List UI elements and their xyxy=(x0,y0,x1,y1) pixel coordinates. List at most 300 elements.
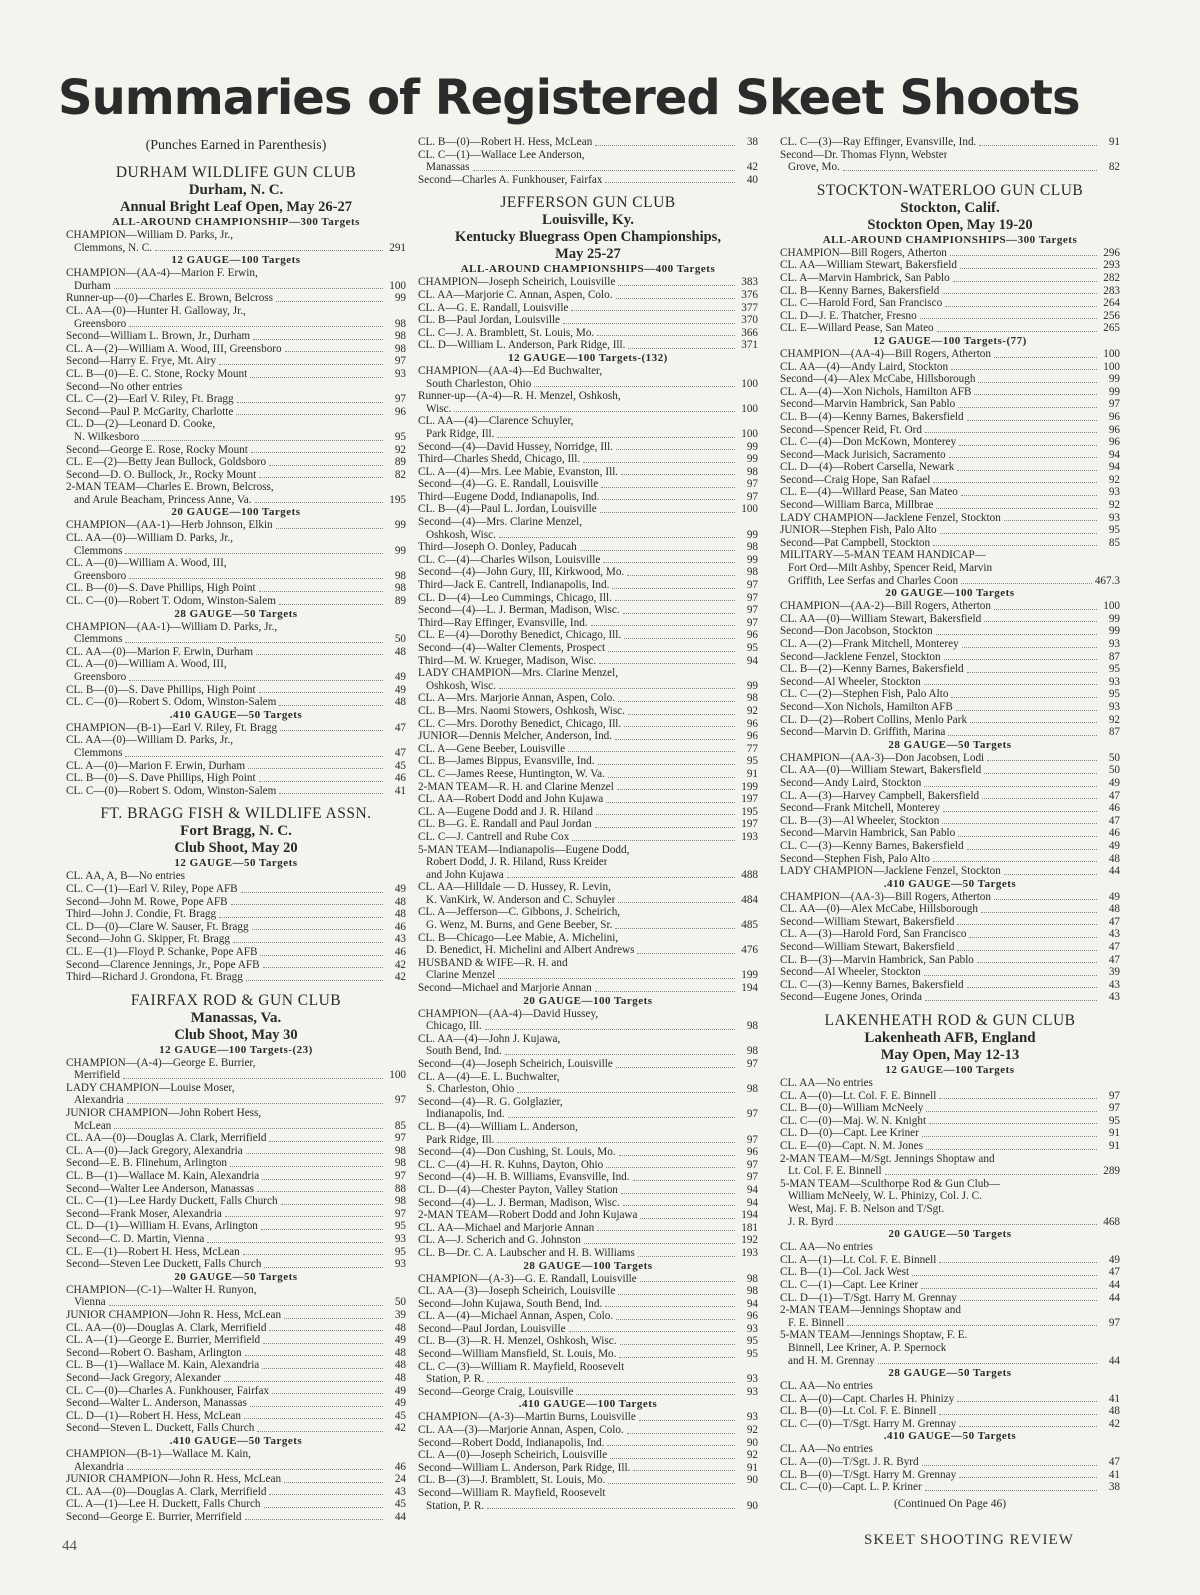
score: 89 xyxy=(394,456,406,469)
score: 77 xyxy=(746,742,758,755)
score: 49 xyxy=(394,1334,406,1347)
score: 93 xyxy=(746,1385,758,1398)
dot-leader xyxy=(245,1355,383,1356)
dot-leader xyxy=(979,145,1097,146)
club-name: STOCKTON-WATERLOO GUN CLUB xyxy=(816,181,1084,199)
dot-leader xyxy=(612,588,735,589)
score: 98 xyxy=(746,1045,758,1058)
dot-leader xyxy=(1004,520,1097,521)
dot-leader xyxy=(616,298,735,299)
score: 93 xyxy=(1108,700,1120,713)
score: 97 xyxy=(746,490,758,503)
result-text: Second—Pat Campbell, Stockton xyxy=(780,536,931,549)
result-text: Second—Marvin Hambrick, San Pablo xyxy=(780,827,956,840)
result-text: CL. AA—(0)—William D. Parks, Jr., xyxy=(66,734,234,747)
result-line xyxy=(780,600,1120,613)
dot-leader xyxy=(984,773,1097,774)
result-text: CL. C—J. Cantrell and Rube Cox xyxy=(418,830,570,843)
result-line xyxy=(780,1418,1120,1431)
score: 91 xyxy=(746,767,758,780)
result-text: CL. D—(4)—Chester Payton, Valley Station xyxy=(418,1183,618,1196)
result-line xyxy=(780,954,1120,967)
score: 92 xyxy=(746,704,758,717)
dot-leader xyxy=(583,462,735,463)
score: 48 xyxy=(1108,1405,1120,1418)
score: 95 xyxy=(1108,1114,1120,1127)
result-line xyxy=(418,629,758,642)
dot-leader xyxy=(843,170,1097,171)
dot-leader xyxy=(264,1267,383,1268)
result-line xyxy=(418,478,758,491)
dot-leader xyxy=(499,537,735,538)
score: 293 xyxy=(1103,259,1120,272)
result-text: Second—Steven Lee Duckett, Falls Church xyxy=(66,1258,262,1271)
result-line xyxy=(66,1107,406,1120)
result-text: CL. D—(1)—William H. Evans, Arlington xyxy=(66,1220,258,1233)
score: 47 xyxy=(394,721,406,734)
result-text: Second—(4)—David Hussey, Norridge, Ill. xyxy=(418,440,614,453)
score: 96 xyxy=(746,730,758,743)
dot-leader xyxy=(949,457,1097,458)
result-text: J. R. Byrd xyxy=(788,1215,834,1228)
club-name: FAIRFAX ROD & GUN CLUB xyxy=(130,991,342,1009)
column-2 xyxy=(418,136,758,1512)
result-text: Second—C. D. Martin, Vienna xyxy=(66,1233,205,1245)
score: 100 xyxy=(1103,600,1120,613)
dot-leader xyxy=(616,449,735,450)
result-text: Alexandria xyxy=(74,1094,124,1107)
result-text: Fort Ord—Milt Ashby, Spencer Reid, Marvin xyxy=(788,562,993,575)
result-line xyxy=(66,481,406,494)
result-line xyxy=(780,991,1120,1004)
event-title: Club Shoot, May 20 xyxy=(174,840,298,857)
dot-leader xyxy=(269,1330,383,1331)
result-line xyxy=(418,365,758,378)
dot-leader xyxy=(255,502,383,503)
score: 44 xyxy=(394,1510,406,1523)
result-line xyxy=(780,853,1120,866)
score: 98 xyxy=(746,566,758,579)
result-text: Second—Spencer Reid, Ft. Ord xyxy=(780,423,922,436)
result-line xyxy=(418,466,758,479)
dot-leader xyxy=(937,331,1097,332)
result-line xyxy=(780,790,1120,803)
score: 93 xyxy=(394,367,406,380)
event-title: Stockton Open, May 19-20 xyxy=(867,216,1033,233)
result-text: Second—Frank Moser, Alexandria xyxy=(66,1207,222,1220)
result-line xyxy=(418,919,758,932)
result-text: CL. AA—(0)—William D. Parks, Jr., xyxy=(66,532,234,545)
result-line xyxy=(780,1140,1120,1153)
result-line xyxy=(418,1234,758,1247)
result-text: CL. B—Chicago—Lee Mabie, A. Michelini, xyxy=(418,931,619,944)
result-text: Third—Joseph O. Donley, Paducah xyxy=(418,541,577,554)
score: 282 xyxy=(1103,271,1120,284)
dot-leader xyxy=(257,1431,383,1432)
result-text: CL. D—(0)—Capt. Lee Kriner xyxy=(780,1127,919,1140)
result-line xyxy=(418,604,758,617)
dot-leader xyxy=(114,1128,383,1129)
gauge-heading: 28 GAUGE—100 Targets xyxy=(523,1259,653,1272)
result-line xyxy=(418,1222,758,1235)
dot-leader xyxy=(219,917,383,918)
result-line xyxy=(780,562,1120,575)
result-line xyxy=(780,1355,1120,1368)
result-text: CL. C—(0)—Robert S. Odom, Winston-Salem xyxy=(66,784,277,797)
dot-leader xyxy=(847,1325,1097,1326)
score: 194 xyxy=(741,1209,758,1222)
gauge-heading: .410 GAUGE—100 Targets xyxy=(518,1398,658,1411)
club-location: Durham, N. C. xyxy=(188,182,284,198)
dot-leader xyxy=(969,937,1097,938)
result-line xyxy=(66,1296,406,1309)
club-name: LAKENHEATH ROD & GUN CLUB xyxy=(824,1012,1076,1030)
score: 48 xyxy=(1108,903,1120,916)
result-text: Second—Xon Nichols, Hamilton AFB xyxy=(780,700,953,713)
result-text: Second—E. B. Flinehum, Arlington xyxy=(66,1157,227,1170)
result-line xyxy=(66,671,406,684)
result-line xyxy=(66,1322,406,1335)
result-text: CL. AA—(3)—Joseph Scheirich, Louisville xyxy=(418,1285,616,1298)
dot-leader xyxy=(982,798,1097,799)
result-text: CL. C—(3)—Kenny Barnes, Bakersfield xyxy=(780,839,964,852)
result-text: CL. A—(0)—Jack Gregory, Alexandria xyxy=(66,1144,243,1157)
result-text: CL. D—(2)—Leonard D. Cooke, xyxy=(66,418,216,431)
result-line xyxy=(418,415,758,428)
dot-leader xyxy=(967,672,1097,673)
result-line xyxy=(66,1372,406,1385)
result-text: CL. A—(4)—Xon Nichols, Hamilton AFB xyxy=(780,385,972,398)
result-text: Second—William Stewart, Bakersfield xyxy=(780,941,955,954)
dot-leader xyxy=(250,377,383,378)
dot-leader xyxy=(958,407,1097,408)
dot-leader xyxy=(576,1394,735,1395)
result-line xyxy=(418,314,758,327)
result-text: CL. B—Mrs. Naomi Stowers, Oshkosh, Wisc. xyxy=(418,704,625,717)
dot-leader xyxy=(633,1180,735,1181)
result-line xyxy=(780,916,1120,929)
result-text: Second—Walter Lee Anderson, Manassas xyxy=(66,1182,254,1195)
result-line xyxy=(780,1165,1120,1178)
score: 40 xyxy=(746,173,758,186)
result-text: CL. D—(2)—Robert Collins, Menlo Park xyxy=(780,713,968,726)
result-text: 2-MAN TEAM—R. H. and Clarine Menzel xyxy=(418,780,614,793)
score: 93 xyxy=(1108,675,1120,688)
dot-leader xyxy=(943,811,1097,812)
result-text: Second—George Craig, Louisville xyxy=(418,1385,574,1398)
result-text: Second—(4)—Mrs. Clarine Menzel, xyxy=(418,516,583,529)
result-line xyxy=(418,1411,758,1424)
score: 85 xyxy=(1108,536,1120,549)
result-line xyxy=(418,1437,758,1450)
result-line xyxy=(418,592,758,605)
score: 92 xyxy=(1108,713,1120,726)
result-line xyxy=(66,330,406,343)
score: 99 xyxy=(746,679,758,692)
result-text: CL. B—(0)—T/Sgt. Harry M. Grennay xyxy=(780,1468,957,1481)
result-text: CHAMPION—(AA-3)—Don Jacobsen, Lodi xyxy=(780,751,985,764)
dot-leader xyxy=(619,1155,735,1156)
dot-leader xyxy=(628,714,735,715)
score: 98 xyxy=(394,569,406,582)
score: 91 xyxy=(1108,136,1120,148)
dot-leader xyxy=(281,1204,383,1205)
result-text: CL. A—(0)—T/Sgt. J. R. Byrd xyxy=(780,1456,919,1469)
score: 97 xyxy=(746,1058,758,1070)
result-text: CL. AA—No entries xyxy=(780,1380,873,1393)
result-line xyxy=(66,456,406,469)
dot-leader xyxy=(610,1458,735,1459)
result-text: CL. B—(1)—Wallace M. Kain, Alexandria xyxy=(66,1359,260,1372)
score: 46 xyxy=(394,945,406,958)
result-text: and John Kujawa xyxy=(426,868,504,881)
dot-leader xyxy=(597,335,735,336)
score: 468 xyxy=(1103,1215,1120,1228)
result-line xyxy=(66,1309,406,1322)
result-text: LADY CHAMPION—Louise Moser, xyxy=(66,1081,235,1094)
score: 41 xyxy=(1108,1392,1120,1405)
result-text: CL. C—(2)—Earl V. Riley, Ft. Bragg xyxy=(66,393,234,406)
dot-leader xyxy=(939,1414,1097,1415)
result-text: Second—(4)—L. J. Berman, Madison, Wisc. xyxy=(418,1196,620,1209)
dot-leader xyxy=(958,836,1097,837)
result-line xyxy=(418,705,758,718)
result-text: Second—Robert O. Basham, Arlington xyxy=(66,1346,242,1359)
result-line xyxy=(66,921,406,934)
dot-leader xyxy=(912,1275,1097,1276)
result-text: CL. B—Paul Jordan, Louisville xyxy=(418,314,561,327)
score: 97 xyxy=(394,1094,406,1107)
score: 97 xyxy=(1108,398,1120,411)
dot-leader xyxy=(959,1477,1097,1478)
dot-leader xyxy=(926,1111,1097,1112)
result-line xyxy=(780,903,1120,916)
result-text: CHAMPION—(AA-1)—William D. Parks, Jr., xyxy=(66,620,278,633)
score: 39 xyxy=(1108,966,1120,979)
result-text: CL. C—(0)—T/Sgt. Harry M. Grennay xyxy=(780,1417,957,1430)
dot-leader xyxy=(959,1426,1097,1427)
gauge-heading: 12 GAUGE—100 Targets-(23) xyxy=(159,1043,313,1056)
result-text: CL. C—(1)—Wallace Lee Anderson, xyxy=(418,148,585,161)
result-text: Second—William Barca, Millbrae xyxy=(780,499,934,512)
score: 47 xyxy=(1108,915,1120,928)
score: 50 xyxy=(1108,764,1120,777)
dot-leader xyxy=(580,550,735,551)
result-line xyxy=(418,149,758,162)
score: 100 xyxy=(741,377,758,390)
result-text: CL. C—J. A. Bramblett, St. Louis, Mo. xyxy=(418,326,595,339)
result-text: CL. AA—(4)—John J. Kujawa, xyxy=(418,1032,561,1045)
result-text: CL. A—Eugene Dodd and J. R. Hiland xyxy=(418,805,593,818)
score: 97 xyxy=(394,1132,406,1145)
result-text: CL. D—(4)—Leo Cummings, Chicago, Ill. xyxy=(418,591,612,604)
result-text: CL. B—(4)—Kenny Barnes, Bakersfield xyxy=(780,410,964,423)
result-text: CL. AA—No entries xyxy=(780,1241,873,1254)
dot-leader xyxy=(959,445,1097,446)
score: 39 xyxy=(394,1308,406,1321)
dot-leader xyxy=(127,1103,383,1104)
result-text: Second—Stephen Fish, Palo Alto xyxy=(780,852,930,865)
dot-leader xyxy=(243,1254,383,1255)
dot-leader xyxy=(936,508,1097,509)
result-line xyxy=(66,570,406,583)
result-text: CL. A—(1)—Lee H. Duckett, Falls Church xyxy=(66,1498,261,1511)
event-title: May Open, May 12-13 xyxy=(880,1047,1020,1064)
result-text: Second—Walter L. Anderson, Manassas xyxy=(66,1397,247,1410)
dot-leader xyxy=(978,382,1097,383)
score: 93 xyxy=(394,1233,406,1245)
result-text: Runner-up—(A-4)—R. H. Menzel, Oshkosh, xyxy=(418,390,621,403)
score: 98 xyxy=(394,582,406,595)
result-text: CL. AA—(0)—William Stewart, Bakersfield xyxy=(780,764,982,777)
score: 46 xyxy=(394,920,406,933)
dot-leader xyxy=(284,1318,383,1319)
result-text: CL. AA—Marjorie C. Annan, Aspen, Colo. xyxy=(418,288,613,301)
dot-leader xyxy=(925,1000,1097,1001)
result-line xyxy=(66,1385,406,1398)
result-text: Second—Marvin Hambrick, San Pablo xyxy=(780,398,956,411)
dot-leader xyxy=(961,583,1092,584)
result-line xyxy=(418,944,758,957)
result-line xyxy=(66,1246,406,1259)
result-text: CL. B—(1)—Wallace M. Kain, Alexandria xyxy=(66,1170,260,1183)
dot-leader xyxy=(970,722,1097,723)
dot-leader xyxy=(621,474,735,475)
result-line xyxy=(780,1127,1120,1140)
event-title: May 25-27 xyxy=(555,246,621,263)
score: 88 xyxy=(394,1182,406,1195)
result-text: 2-MAN TEAM—Jennings Shoptaw and xyxy=(780,1304,961,1317)
column-3 xyxy=(780,136,1120,1511)
result-text: Second—(4)—G. E. Randall, Louisville xyxy=(418,478,599,491)
dot-leader xyxy=(276,528,383,529)
result-text: Chicago, Ill. xyxy=(426,1020,482,1033)
score: 99 xyxy=(1108,612,1120,625)
result-line xyxy=(418,781,758,794)
result-line xyxy=(66,582,406,595)
result-line xyxy=(418,276,758,289)
result-line xyxy=(780,1380,1120,1393)
score: 94 xyxy=(1108,461,1120,474)
result-line xyxy=(66,229,406,242)
result-line xyxy=(780,373,1120,386)
dot-leader xyxy=(957,950,1097,951)
score: 96 xyxy=(746,717,758,730)
result-line xyxy=(66,406,406,419)
dot-leader xyxy=(487,1508,735,1509)
result-text: Runner-up—(0)—Charles E. Brown, Belcross xyxy=(66,292,274,305)
result-text: JUNIOR—Stephen Fish, Palo Alto xyxy=(780,524,937,537)
dot-leader xyxy=(245,1519,384,1520)
result-line xyxy=(418,1500,758,1513)
result-line xyxy=(780,486,1120,499)
result-line xyxy=(418,1197,758,1210)
result-line xyxy=(66,1448,406,1461)
score: 96 xyxy=(746,1146,758,1159)
result-text: Second—Steven L. Duckett, Falls Church xyxy=(66,1422,255,1435)
result-line xyxy=(780,537,1120,550)
result-line xyxy=(780,676,1120,689)
score: 181 xyxy=(741,1221,758,1234)
result-line xyxy=(780,701,1120,714)
result-line xyxy=(780,1304,1120,1317)
score: 370 xyxy=(741,314,758,327)
dot-leader xyxy=(925,432,1097,433)
result-line xyxy=(418,566,758,579)
result-text: CL. B—(0)—S. Dave Phillips, High Point xyxy=(66,683,256,696)
dot-leader xyxy=(246,1153,383,1154)
result-text: CL. AA—(0)—Marion F. Erwin, Durham xyxy=(66,645,254,658)
result-text: CL. B—(0)—S. Dave Phillips, High Point xyxy=(66,772,256,785)
result-text: Second—Eugene Jones, Orinda xyxy=(780,991,922,1004)
result-line xyxy=(418,1209,758,1222)
result-text: CL. AA, A, B—No entries xyxy=(66,870,186,883)
dot-leader xyxy=(261,1229,383,1230)
dot-leader xyxy=(885,1174,1097,1175)
dot-leader xyxy=(230,1166,383,1167)
result-line xyxy=(780,1102,1120,1115)
result-text: Clemmons xyxy=(74,633,123,646)
result-line xyxy=(66,747,406,760)
result-text: Park Ridge, Ill. xyxy=(426,427,495,440)
dot-leader xyxy=(601,487,735,488)
result-line xyxy=(780,1254,1120,1267)
score: 41 xyxy=(394,784,406,797)
result-line xyxy=(418,680,758,693)
score: 42 xyxy=(394,958,406,971)
result-line xyxy=(780,1077,1120,1090)
result-text: CL. B—(3)—Marvin Hambrick, San Pablo xyxy=(780,953,974,966)
dot-leader xyxy=(940,533,1097,534)
score: 47 xyxy=(1108,1266,1120,1279)
score: 377 xyxy=(741,301,758,314)
dot-leader xyxy=(595,827,735,828)
result-line xyxy=(418,1146,758,1159)
score: 92 xyxy=(746,1424,758,1437)
score: 100 xyxy=(741,402,758,415)
result-line xyxy=(780,297,1120,310)
dot-leader xyxy=(953,281,1097,282)
result-line xyxy=(418,856,758,869)
score: 41 xyxy=(1108,1468,1120,1481)
result-text: Lt. Col. F. E. Binnell xyxy=(788,1165,882,1178)
score: 93 xyxy=(1108,638,1120,650)
score: 99 xyxy=(746,440,758,453)
score: 48 xyxy=(394,645,406,658)
result-line xyxy=(66,355,406,368)
score: 100 xyxy=(389,279,406,292)
result-text: CL. AA—No entries xyxy=(780,1077,873,1090)
score: 265 xyxy=(1103,322,1120,335)
result-text: CL. C—(4)—H. R. Kuhns, Dayton, Ohio xyxy=(418,1158,604,1171)
score: 94 xyxy=(746,1196,758,1209)
result-text: CL. C—(0)—Maj. W. N. Knight xyxy=(780,1114,927,1127)
dot-leader xyxy=(967,987,1097,988)
dot-leader xyxy=(987,760,1097,761)
result-text: Third—Richard J. Grondona, Ft. Bragg xyxy=(66,971,243,984)
score: 193 xyxy=(741,830,758,843)
dot-leader xyxy=(967,849,1097,850)
result-text: Clarine Menzel xyxy=(426,969,496,982)
result-line xyxy=(418,579,758,592)
result-text: HUSBAND & WIFE—R. H. and xyxy=(418,956,568,969)
result-text: Oshkosh, Wisc. xyxy=(426,528,496,541)
result-text: 2-MAN TEAM—Robert Dodd and John Kujawa xyxy=(418,1209,638,1222)
score: 49 xyxy=(394,882,406,895)
result-line xyxy=(418,982,758,995)
result-text: CL. A—(0)—Capt. Charles H. Phinizy xyxy=(780,1392,955,1405)
result-text: CHAMPION—William D. Parks, Jr., xyxy=(66,229,234,241)
